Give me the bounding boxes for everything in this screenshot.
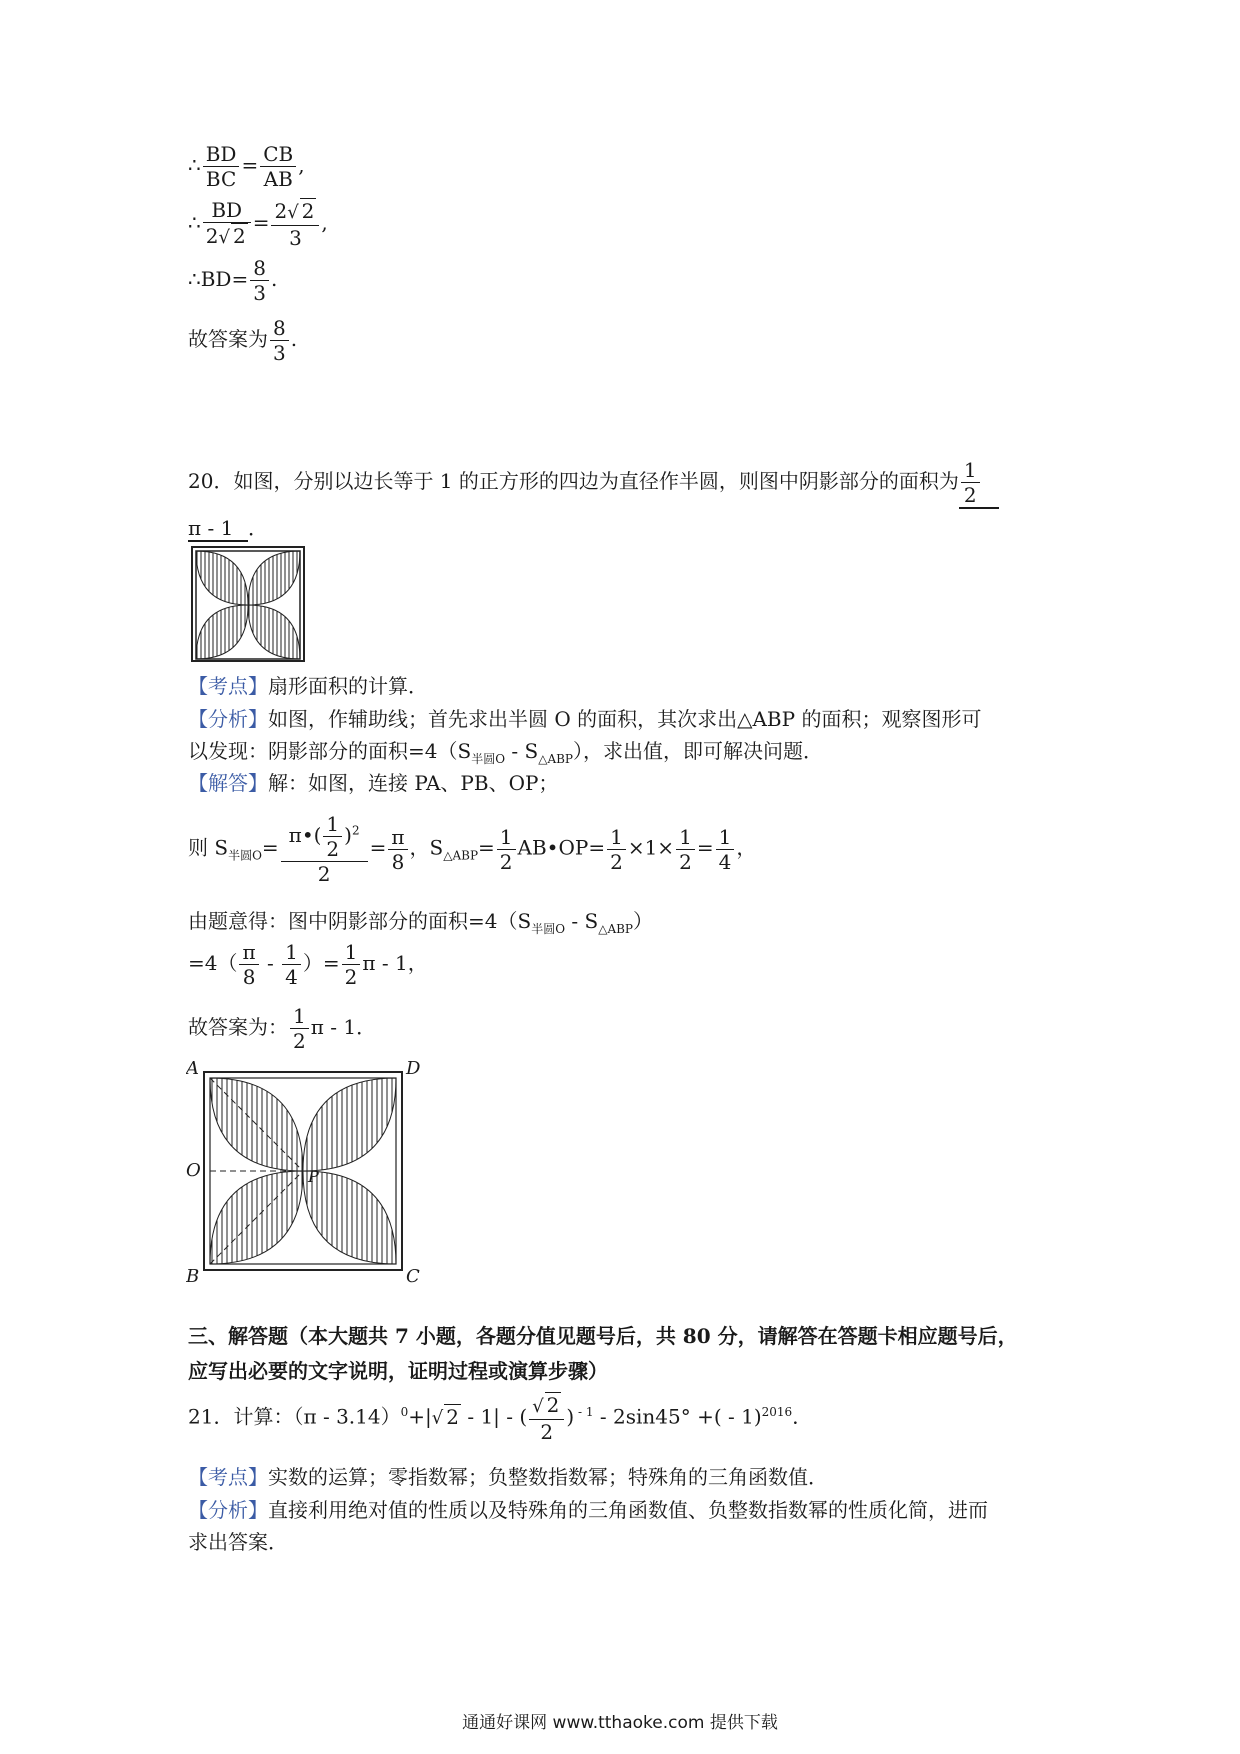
- q20-line-c: =4（ $\frac{\pi}{8}$ - $\frac{1}{4}$ ）= $\frac{1}{2}$ π - 1，: [188, 940, 428, 989]
- q21-fenxi-2: 求出答案．: [188, 1530, 288, 1554]
- label-P: P: [308, 1167, 319, 1186]
- q20-jieda: 【解答】解：如图，连接 PA、PB、OP；: [188, 771, 559, 795]
- label-A: A: [186, 1058, 199, 1079]
- step-4-answer: 故答案为 $\frac{8}{3}$ .: [188, 316, 298, 365]
- question-20: [188, 458, 999, 509]
- q21-kaodian: 【考点】实数的运算；零指数幂；负整数指数幂；特殊角的三角函数值．: [188, 1465, 828, 1489]
- fraction: $\frac{BD}{2√ 2}$: [203, 198, 251, 250]
- step-2: ∴ $\frac{BD}{2√ 2}$ = $\frac{2√ 2}{3}$ ,: [188, 198, 328, 250]
- fraction: $\frac{BD}{BC}$: [203, 142, 240, 191]
- label-B: B: [186, 1266, 200, 1287]
- therefore-symbol: ∴: [188, 153, 201, 177]
- q20-fenxi-1: 【分析】如图，作辅助线；首先求出半圆 O 的面积，其次求出△ABP 的面积；观察图形可: [188, 707, 982, 731]
- label-O: O: [186, 1160, 201, 1181]
- fraction: $\frac{8}{3}$: [250, 256, 269, 305]
- petal-figure-small: [188, 543, 308, 665]
- fraction: $\frac{2√ 2}{3}$: [271, 198, 319, 250]
- q20-kaodian: 【考点】扇形面积的计算．: [188, 674, 428, 698]
- question-21: 21．计算：（π - 3.14）$^0$+|√ 2 - 1| - ( $\frac{√ 2}{2}$ ) $^{- 1}$ - 2sin45° +( - 1)$^{2016}$．: [188, 1393, 813, 1444]
- q20-fenxi-2: 以发现：阴影部分的面积$=4(S_{半圆O} - S_{\triangle ABP})$，求出值，即可解决问题．: [188, 739, 824, 766]
- question-20-answer-line2: π - 1 ．: [188, 516, 268, 540]
- step-3: ∴BD= $\frac{8}{3}$ .: [188, 256, 278, 305]
- step-1: ∴ $\frac{BD}{BC}$ = $\frac{CB}{AB}$ ,: [188, 142, 305, 191]
- question-20-text: 20．如图，分别以边长等于 1 的正方形的四边为直径作半圆，则图中阴影部分的面积为: [188, 469, 959, 493]
- q21-fenxi-1: 【分析】直接利用绝对值的性质以及特殊角的三角函数值、负整数指数幂的性质化简，进而: [188, 1498, 988, 1522]
- q20-calc-1: 则 $S_{半圆O}=$ π•( $\frac{1}{2}$ )$^2$ 2 = $\frac{\pi}{8}$ ，$S_{\triangle ABP}=$ $\frac{1}{2}$ AB•OP= $\frac{1}{2}$ ×1× $\frac{1}{2}$ = $\frac{1}{4}$ ，: [188, 812, 757, 886]
- q20-final-answer: 故答案为： $\frac{1}{2}$ π - 1．: [188, 1004, 377, 1053]
- answer-blank: $\frac{1}{2}$: [959, 458, 999, 509]
- page-footer: 通通好课网 www.tthaoke.com 提供下载: [462, 1713, 778, 1733]
- petal-figure-labeled: [186, 1058, 422, 1288]
- fraction: $\frac{8}{3}$: [270, 316, 289, 365]
- section-3-heading-1: 三、解答题（本大题共 7 小题，各题分值见题号后，共 80 分，请解答在答题卡相应题号后，: [188, 1324, 1018, 1348]
- fraction: π•( $\frac{1}{2}$ )$^2$ 2: [281, 812, 368, 886]
- q20-line-b: 由题意得：图中阴影部分的面积$=4(S_{半圆O} - S_{\triangle ABP})$: [188, 909, 654, 936]
- label-D: D: [406, 1058, 421, 1079]
- section-3-heading-2: 应写出必要的文字说明，证明过程或演算步骤）: [188, 1359, 608, 1383]
- label-C: C: [406, 1266, 420, 1287]
- fraction: $\frac{CB}{AB}$: [260, 142, 296, 191]
